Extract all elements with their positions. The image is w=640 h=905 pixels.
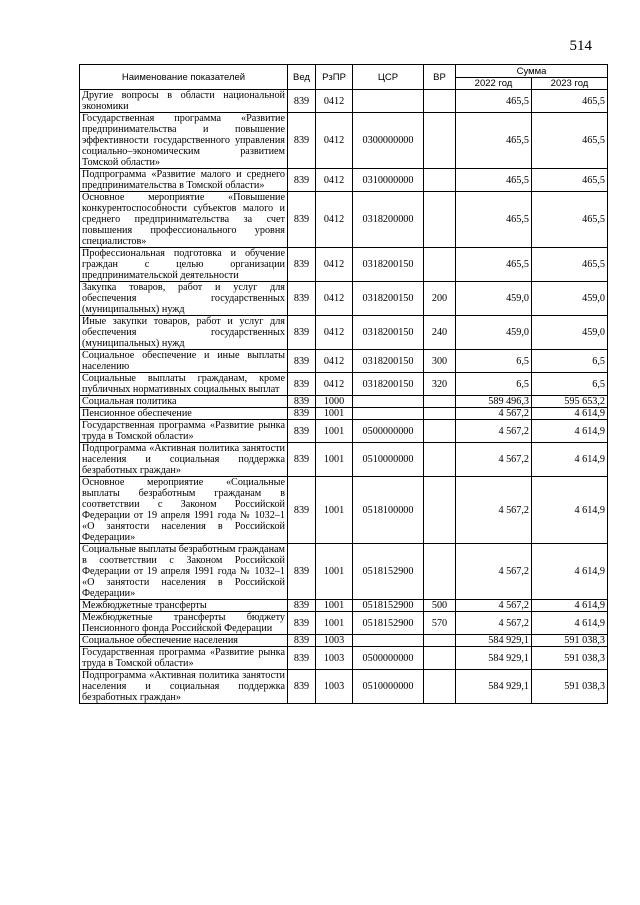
cell-vr: [424, 192, 456, 248]
cell-name: Социальная политика: [80, 396, 288, 408]
cell-ved: 839: [288, 396, 316, 408]
cell-amount-2023: 465,5: [532, 192, 608, 248]
cell-ved: 839: [288, 373, 316, 396]
cell-vr: [424, 408, 456, 420]
cell-vr: [424, 477, 456, 544]
cell-amount-2022: 459,0: [456, 316, 532, 350]
cell-name: Межбюджетные трансферты бюджету Пенсионного фонда Российской Федерации: [80, 612, 288, 635]
cell-amount-2022: 4 567,2: [456, 443, 532, 477]
cell-csr: 0318200150: [353, 248, 424, 282]
cell-name: Пенсионное обеспечение: [80, 408, 288, 420]
cell-amount-2023: 4 614,9: [532, 612, 608, 635]
table-row: [80, 408, 608, 420]
cell-vr: 200: [424, 282, 456, 316]
cell-amount-2023: 4 614,9: [532, 443, 608, 477]
cell-amount-2022: 465,5: [456, 113, 532, 169]
cell-vr: [424, 113, 456, 169]
cell-amount-2022: 6,5: [456, 373, 532, 396]
cell-csr: 0500000000: [353, 420, 424, 443]
cell-rzpr: 0412: [316, 113, 353, 169]
cell-amount-2023: 591 038,3: [532, 647, 608, 670]
cell-amount-2023: 6,5: [532, 373, 608, 396]
table-row: [80, 612, 608, 635]
cell-amount-2023: 4 614,9: [532, 408, 608, 420]
cell-ved: 839: [288, 192, 316, 248]
cell-rzpr: 1001: [316, 544, 353, 600]
cell-amount-2023: 595 653,2: [532, 396, 608, 408]
cell-rzpr: 0412: [316, 192, 353, 248]
cell-csr: 0318200000: [353, 192, 424, 248]
table-row: [80, 443, 608, 477]
cell-ved: 839: [288, 443, 316, 477]
table-row: [80, 647, 608, 670]
cell-vr: 500: [424, 600, 456, 612]
cell-name: Государственная программа «Развитие рынка труда в Томской области»: [80, 647, 288, 670]
cell-amount-2022: 465,5: [456, 248, 532, 282]
cell-csr: [353, 396, 424, 408]
table-row: [80, 248, 608, 282]
cell-rzpr: 0412: [316, 316, 353, 350]
cell-ved: 839: [288, 670, 316, 704]
cell-amount-2022: 4 567,2: [456, 544, 532, 600]
cell-rzpr: 0412: [316, 373, 353, 396]
cell-rzpr: 0412: [316, 248, 353, 282]
cell-rzpr: 0412: [316, 350, 353, 373]
cell-name: Иные закупки товаров, работ и услуг для обеспечения государственных (муниципальных) нужд: [80, 316, 288, 350]
cell-rzpr: 0412: [316, 169, 353, 192]
cell-ved: 839: [288, 90, 316, 113]
header-sum: Сумма: [456, 65, 608, 78]
cell-amount-2022: 4 567,2: [456, 600, 532, 612]
page-number: 514: [569, 38, 592, 54]
cell-csr: 0510000000: [353, 670, 424, 704]
cell-ved: 839: [288, 282, 316, 316]
cell-rzpr: 0412: [316, 282, 353, 316]
table-row: [80, 350, 608, 373]
cell-rzpr: 1001: [316, 420, 353, 443]
cell-vr: [424, 420, 456, 443]
table-row: [80, 544, 608, 600]
cell-rzpr: 1000: [316, 396, 353, 408]
header-ved: Вед: [288, 65, 316, 90]
cell-name: Профессиональная подготовка и обучение граждан с целью организации предпринимательской деятельности: [80, 248, 288, 282]
cell-vr: 240: [424, 316, 456, 350]
cell-amount-2022: 584 929,1: [456, 635, 532, 647]
cell-amount-2023: 591 038,3: [532, 670, 608, 704]
cell-ved: 839: [288, 635, 316, 647]
cell-ved: 839: [288, 248, 316, 282]
cell-ved: 839: [288, 316, 316, 350]
cell-amount-2023: 465,5: [532, 169, 608, 192]
cell-amount-2023: 459,0: [532, 282, 608, 316]
cell-csr: 0518100000: [353, 477, 424, 544]
cell-name: Другие вопросы в области национальной экономики: [80, 90, 288, 113]
table-header: [80, 65, 608, 90]
cell-amount-2023: 465,5: [532, 248, 608, 282]
table-row: [80, 192, 608, 248]
cell-ved: 839: [288, 477, 316, 544]
cell-csr: 0300000000: [353, 113, 424, 169]
cell-amount-2022: 4 567,2: [456, 477, 532, 544]
cell-csr: 0500000000: [353, 647, 424, 670]
cell-ved: 839: [288, 544, 316, 600]
cell-amount-2022: 4 567,2: [456, 612, 532, 635]
cell-csr: [353, 635, 424, 647]
cell-amount-2022: 4 567,2: [456, 420, 532, 443]
cell-ved: 839: [288, 600, 316, 612]
cell-ved: 839: [288, 169, 316, 192]
cell-name: Подпрограмма «Активная политика занятости населения и социальная поддержка безработных граждан»: [80, 443, 288, 477]
table-body: [80, 90, 608, 704]
table-row: [80, 477, 608, 544]
cell-csr: 0518152900: [353, 600, 424, 612]
table-row: [80, 90, 608, 113]
cell-vr: [424, 248, 456, 282]
cell-vr: [424, 169, 456, 192]
table-row: [80, 670, 608, 704]
cell-vr: [424, 90, 456, 113]
cell-rzpr: 1001: [316, 600, 353, 612]
cell-amount-2023: 465,5: [532, 113, 608, 169]
cell-amount-2022: 465,5: [456, 192, 532, 248]
cell-amount-2023: 465,5: [532, 90, 608, 113]
cell-name: Государственная программа «Развитие рынка труда в Томской области»: [80, 420, 288, 443]
cell-csr: [353, 408, 424, 420]
header-year-2023: 2023 год: [532, 78, 608, 90]
cell-name: Социальное обеспечение и иные выплаты населению: [80, 350, 288, 373]
cell-csr: [353, 90, 424, 113]
cell-vr: [424, 635, 456, 647]
cell-amount-2023: 4 614,9: [532, 544, 608, 600]
cell-amount-2022: 465,5: [456, 169, 532, 192]
header-vr: ВР: [424, 65, 456, 90]
cell-amount-2023: 459,0: [532, 316, 608, 350]
cell-csr: 0318200150: [353, 350, 424, 373]
cell-rzpr: 1003: [316, 635, 353, 647]
cell-csr: 0318200150: [353, 316, 424, 350]
cell-amount-2022: 4 567,2: [456, 408, 532, 420]
cell-name: Государственная программа «Развитие предпринимательства и повышение эффективности государственного управления социально–экономическим развитием Томской области»: [80, 113, 288, 169]
cell-amount-2023: 591 038,3: [532, 635, 608, 647]
table-row: [80, 396, 608, 408]
cell-csr: 0318200150: [353, 282, 424, 316]
cell-vr: [424, 396, 456, 408]
cell-amount-2023: 4 614,9: [532, 600, 608, 612]
cell-csr: 0518152900: [353, 544, 424, 600]
cell-ved: 839: [288, 420, 316, 443]
cell-rzpr: 1003: [316, 647, 353, 670]
cell-name: Основное мероприятие «Социальные выплаты безработным гражданам в соответствии с Законом Российской Федерации от 19 апреля 1991 года № 1032–1 «О занятости населения в Российской Федерации»: [80, 477, 288, 544]
cell-name: Подпрограмма «Активная политика занятости населения и социальная поддержка безработных граждан»: [80, 670, 288, 704]
header-name: Наименование показателей: [80, 65, 288, 90]
table-row: [80, 282, 608, 316]
cell-ved: 839: [288, 113, 316, 169]
table-row: [80, 635, 608, 647]
cell-name: Межбюджетные трансферты: [80, 600, 288, 612]
cell-amount-2023: 4 614,9: [532, 420, 608, 443]
table-row: [80, 600, 608, 612]
cell-rzpr: 1001: [316, 612, 353, 635]
cell-vr: 320: [424, 373, 456, 396]
table-row: [80, 373, 608, 396]
cell-rzpr: 0412: [316, 90, 353, 113]
cell-csr: 0318200150: [353, 373, 424, 396]
table-row: [80, 420, 608, 443]
header-csr: ЦСР: [353, 65, 424, 90]
budget-table: [79, 64, 608, 704]
cell-csr: 0518152900: [353, 612, 424, 635]
cell-vr: [424, 544, 456, 600]
cell-name: Социальные выплаты гражданам, кроме публичных нормативных социальных выплат: [80, 373, 288, 396]
cell-ved: 839: [288, 350, 316, 373]
cell-amount-2022: 584 929,1: [456, 670, 532, 704]
cell-rzpr: 1001: [316, 408, 353, 420]
cell-name: Социальные выплаты безработным гражданам в соответствии с Законом Российской Федерации от 19 апреля 1991 года № 1032–1 «О занятости населения в Российской Федерации»: [80, 544, 288, 600]
cell-rzpr: 1001: [316, 477, 353, 544]
table-row: [80, 316, 608, 350]
table-row: [80, 113, 608, 169]
cell-csr: 0510000000: [353, 443, 424, 477]
cell-ved: 839: [288, 647, 316, 670]
cell-name: Социальное обеспечение населения: [80, 635, 288, 647]
cell-amount-2022: 6,5: [456, 350, 532, 373]
cell-name: Закупка товаров, работ и услуг для обеспечения государственных (муниципальных) нужд: [80, 282, 288, 316]
cell-vr: 300: [424, 350, 456, 373]
cell-rzpr: 1001: [316, 443, 353, 477]
cell-amount-2023: 4 614,9: [532, 477, 608, 544]
cell-amount-2022: 589 496,3: [456, 396, 532, 408]
cell-vr: [424, 647, 456, 670]
cell-vr: 570: [424, 612, 456, 635]
cell-ved: 839: [288, 612, 316, 635]
table-row: [80, 169, 608, 192]
cell-amount-2022: 465,5: [456, 90, 532, 113]
cell-amount-2022: 459,0: [456, 282, 532, 316]
cell-vr: [424, 443, 456, 477]
cell-name: Основное мероприятие «Повышение конкурентоспособности субъектов малого и среднего предпринимательства за счет повышения профессионального уровня специалистов»: [80, 192, 288, 248]
cell-name: Подпрограмма «Развитие малого и среднего предпринимательства в Томской области»: [80, 169, 288, 192]
cell-vr: [424, 670, 456, 704]
cell-rzpr: 1003: [316, 670, 353, 704]
header-rzpr: РзПР: [316, 65, 353, 90]
cell-ved: 839: [288, 408, 316, 420]
cell-amount-2023: 6,5: [532, 350, 608, 373]
header-year-2022: 2022 год: [456, 78, 532, 90]
cell-amount-2022: 584 929,1: [456, 647, 532, 670]
cell-csr: 0310000000: [353, 169, 424, 192]
